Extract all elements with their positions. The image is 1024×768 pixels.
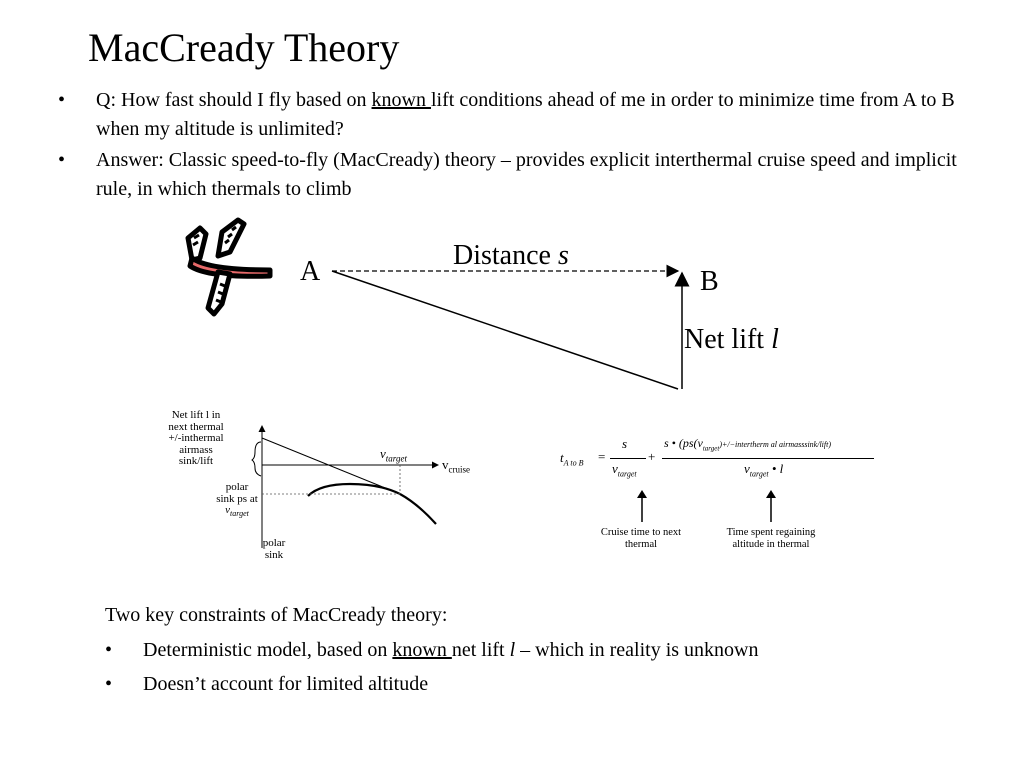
net-lift-label: Net lift l — [684, 324, 779, 355]
term2-numerator: s • ($ps(v_{target})+/-intertherm$ al airmasssink/lift) — [664, 436, 832, 453]
caption-cruise-time: Cruise time to next thermal — [600, 527, 682, 550]
net-lift-caption: Net lift l in next thermal +/-inthermal airmass sink/lift — [168, 409, 224, 467]
bullet-marker: • — [105, 639, 113, 661]
v-target-label: $v_{target}$ — [380, 446, 407, 464]
bullet-marker: • — [58, 149, 66, 171]
term2-fraction-bar — [662, 458, 874, 459]
net-lift-brace — [252, 442, 261, 476]
term1-fraction-bar — [610, 458, 646, 459]
v-cruise-label: $v_{cruise}$ — [442, 457, 470, 475]
caption-regain-time: Time spent regaining altitude in thermal — [726, 527, 816, 550]
formula-equals: = — [598, 449, 606, 464]
point-a-label: A — [300, 256, 321, 287]
term1-numerator: s — [622, 436, 628, 451]
formula-plus: + — [648, 449, 656, 464]
polar-curve — [308, 484, 436, 524]
glide-path-line — [332, 271, 678, 389]
time-formula — [560, 434, 880, 486]
term1-denominator: $v_{target}$ — [612, 461, 637, 479]
question-underlined: known — [371, 89, 431, 111]
distance-diagram — [320, 255, 700, 395]
bullet-marker: • — [58, 89, 66, 111]
polar-sink-caption: polar sink — [262, 537, 286, 561]
bullet-question — [58, 86, 958, 144]
bullet-answer — [58, 146, 958, 204]
point-b-label: B — [700, 266, 719, 297]
bullet-question-text — [96, 86, 958, 144]
bullet-marker: • — [105, 673, 113, 695]
question-prefix: Q: How fast should I fly based on — [96, 89, 372, 111]
slide-title: MacCready Theory — [88, 25, 400, 70]
constraint-item: • Doesn’t account for limited altitude — [105, 673, 429, 695]
glider-icon — [178, 212, 278, 320]
bullet-answer-text: Answer: Classic speed-to-fly (MacCready) theory – provides explicit interthermal cruise speed and implicit rule, in which thermals to climb — [96, 149, 957, 200]
term2-denominator: $v_{target}$ • l — [744, 461, 784, 479]
constraints-heading: Two key constraints of MacCready theory: — [105, 604, 448, 626]
constraint-item: • Deterministic model, based on known net lift l – which in reality is unknown — [105, 639, 759, 661]
formula-caption-arrows — [630, 488, 780, 524]
distance-label: Distance s — [453, 240, 569, 271]
polar-sink-at-caption: polar sink ps at $v_{target}$ — [216, 481, 258, 519]
question-suffix: lift conditions ahead of me in order to minimize time from A to B when my altitude is unlimited? — [96, 89, 955, 140]
formula-lhs: $t_{A to B}$ — [560, 450, 584, 468]
